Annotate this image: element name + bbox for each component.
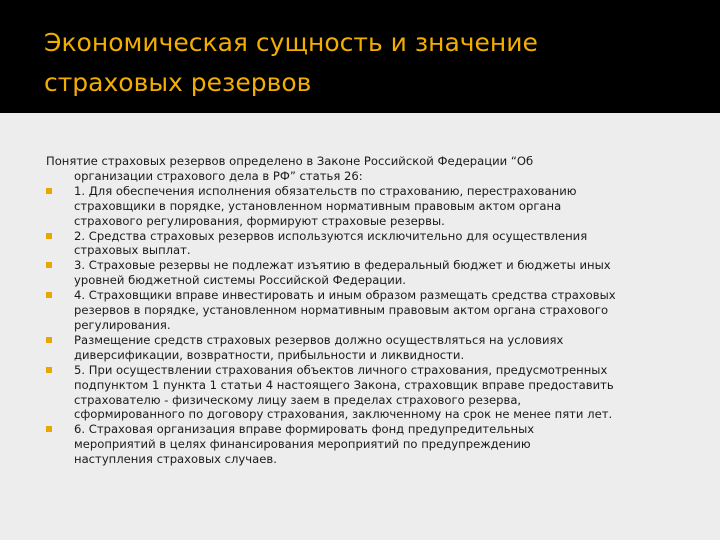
bullet-item xyxy=(46,184,686,229)
bullet-list xyxy=(46,184,686,467)
bullet-line: страхователю - физическому лицу заем в пределах страхового резерва, xyxy=(74,392,522,407)
bullet-square-icon xyxy=(46,262,52,268)
bullet-square-icon xyxy=(46,233,52,239)
bullet-square-icon xyxy=(46,337,52,343)
bullet-line: наступления страховых случаев. xyxy=(74,452,277,467)
bullet-line: 6. Страховая организация вправе формировать фонд предупредительных xyxy=(74,422,535,437)
bullet-line: страховых выплат. xyxy=(74,243,191,258)
slide-content xyxy=(46,154,686,467)
bullet-item xyxy=(46,258,686,288)
bullet-line: подпунктом 1 пункта 1 статьи 4 настоящего Закона, страховщик вправе предоставить xyxy=(74,377,614,392)
slide-title-line: Экономическая сущность и значение xyxy=(44,28,538,57)
bullet-item xyxy=(46,422,686,467)
bullet-item xyxy=(46,363,686,423)
bullet-square-icon xyxy=(46,367,52,373)
bullet-line: уровней бюджетной системы Российской Федерации. xyxy=(74,273,406,288)
intro-line: Понятие страховых резервов определено в Законе Российской Федерации “Об xyxy=(46,154,534,168)
bullet-square-icon xyxy=(46,426,52,432)
bullet-item xyxy=(46,333,686,363)
bullet-line: диверсификации, возвратности, прибыльности и ликвидности. xyxy=(74,347,465,362)
bullet-line: мероприятий в целях финансирования мероприятий по предупреждению xyxy=(74,437,531,452)
bullet-line: 5. При осуществлении страхования объектов личного страхования, предусмотренных xyxy=(74,362,608,377)
slide-title-line: страховых резервов xyxy=(44,68,312,97)
bullet-line: страхового регулирования, формируют страховые резервы. xyxy=(74,213,445,228)
bullet-line: сформированного по договору страхования, заключенному на срок не менее пяти лет. xyxy=(74,407,613,422)
bullet-square-icon xyxy=(46,188,52,194)
bullet-square-icon xyxy=(46,292,52,298)
bullet-line: 1. Для обеспечения исполнения обязательств по страхованию, перестрахованию xyxy=(74,183,577,198)
bullet-item xyxy=(46,288,686,333)
bullet-line: 3. Страховые резервы не подлежат изъятию в федеральный бюджет и бюджеты иных xyxy=(74,258,611,273)
bullet-item xyxy=(46,229,686,259)
slide-title xyxy=(44,23,684,103)
bullet-line: 2. Средства страховых резервов используются исключительно для осуществления xyxy=(74,228,588,243)
bullet-line: страховщики в порядке, установленном нормативным правовым актом органа xyxy=(74,198,562,213)
bullet-line: регулирования. xyxy=(74,317,171,332)
bullet-line: 4. Страховщики вправе инвестировать и иным образом размещать средства страховых xyxy=(74,288,616,303)
bullet-line: резервов в порядке, установленном нормативным правовым актом органа страхового xyxy=(74,303,609,318)
intro-paragraph xyxy=(46,154,686,184)
intro-line: организации страхового дела в РФ” статья 26: xyxy=(74,168,363,183)
bullet-line: Размещение средств страховых резервов должно осуществляться на условиях xyxy=(74,332,564,347)
